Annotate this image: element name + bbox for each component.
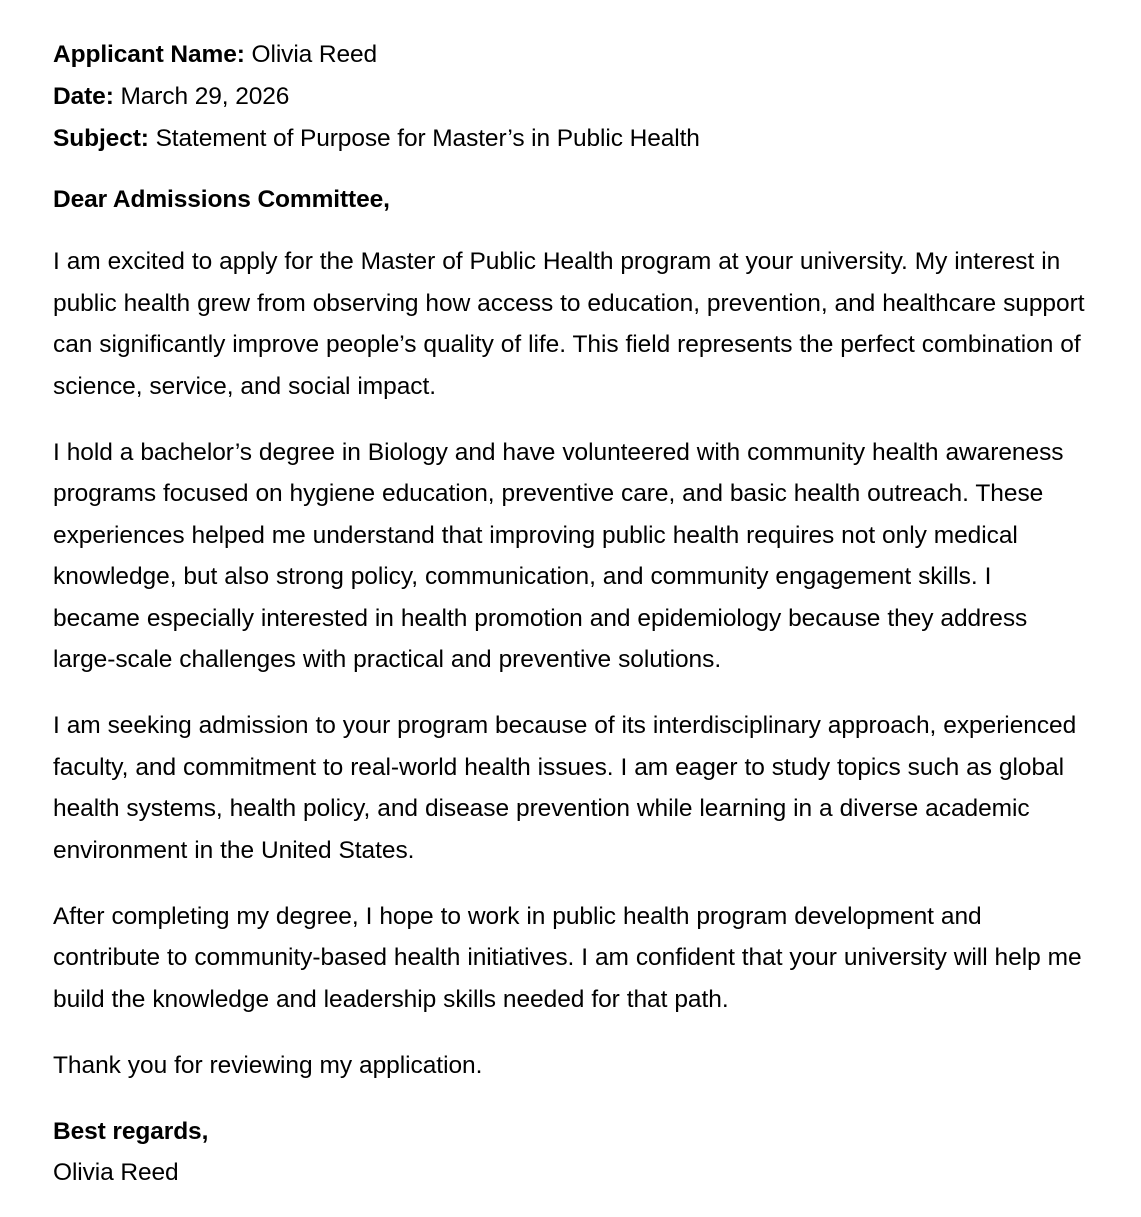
applicant-name-label: Applicant Name:: [53, 41, 245, 68]
body-paragraph-4: After completing my degree, I hope to work in public health program development and contribute to community-based health initiatives. I am confident that your university will help me build the knowledge and leadership skills needed for that path.: [53, 902, 1082, 1013]
body-paragraph-3: I am seeking admission to your program because of its interdisciplinary approach, experienced faculty, and commitment to real-world health issues. I am eager to study topics such as global health systems, health policy, and disease prevention while learning in a diverse academic environment in the United States.: [53, 712, 1077, 864]
subject-line: [53, 118, 1085, 160]
closing-block: [53, 1111, 1085, 1193]
signature-name: Olivia Reed: [53, 1158, 179, 1186]
subject-label: Subject:: [53, 125, 149, 152]
applicant-name-value: Olivia Reed: [244, 41, 378, 68]
letter-body: [53, 34, 1085, 1193]
date-value: March 29, 2026: [113, 83, 290, 110]
date-label: Date:: [53, 83, 114, 110]
sign-off: Best regards,: [53, 1117, 209, 1145]
salutation: Dear Admissions Committee,: [53, 186, 390, 213]
body-paragraph-2: I hold a bachelor’s degree in Biology and have volunteered with community health awareness programs focused on hygiene education, preventive care, and basic health outreach. These experiences helped me understand that improving public health requires not only medical knowledge, but also strong policy, communication, and community engagement skills. I became especially interested in health promotion and epidemiology because they address large-scale challenges with practical and preventive solutions.: [53, 438, 1064, 673]
body-paragraph-5: Thank you for reviewing my application.: [53, 1051, 483, 1079]
letter-header-block: [53, 34, 1085, 160]
date-line: [53, 76, 1085, 118]
subject-value: Statement of Purpose for Master’s in Public Health: [148, 125, 700, 152]
applicant-name-line: [53, 34, 1085, 76]
body-paragraph-1: I am excited to apply for the Master of Public Health program at your university. My interest in public health grew from observing how access to education, prevention, and healthcare support can significantly improve people’s quality of life. This field represents the perfect combination of science, service, and social impact.: [53, 248, 1085, 400]
